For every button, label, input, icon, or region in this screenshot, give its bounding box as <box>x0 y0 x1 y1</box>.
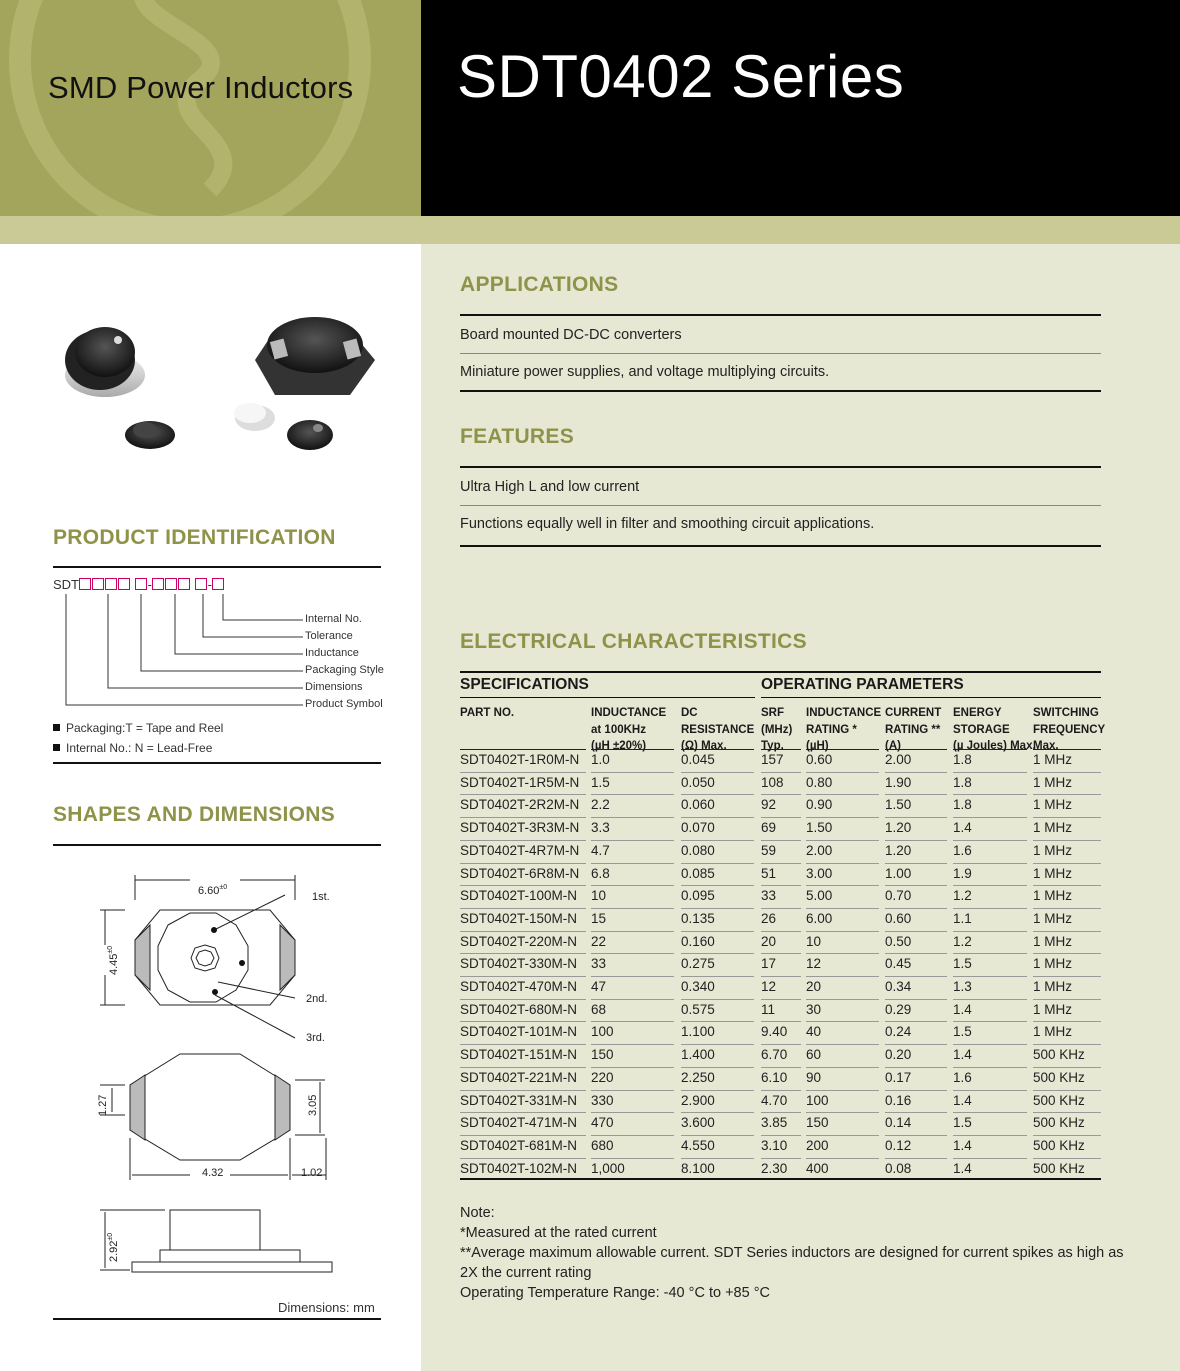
table-cell: 6.00 <box>806 910 833 926</box>
table-cell: 0.575 <box>681 1001 715 1017</box>
table-cell: 0.050 <box>681 774 715 790</box>
pid-note <box>53 741 212 755</box>
divider <box>761 697 1101 698</box>
electrical-title: ELECTRICAL CHARACTERISTICS <box>460 630 807 653</box>
table-cell: 1.4 <box>953 1001 972 1017</box>
table-row <box>460 953 1101 976</box>
table-cell: 0.24 <box>885 1024 912 1040</box>
table-cell: 8.100 <box>681 1160 715 1176</box>
table-cell: 1.4 <box>953 820 972 836</box>
dim-292: $2.92^{\pm 0}$ <box>107 1232 120 1262</box>
terminal-side-right <box>275 1075 290 1140</box>
table-cell: 1.5 <box>953 1115 972 1131</box>
column-header <box>1033 705 1105 755</box>
column-header-line: ENERGY <box>953 707 1002 719</box>
features-title: FEATURES <box>460 425 575 448</box>
table-cell: 100 <box>806 1092 829 1108</box>
table-cell: 69 <box>761 820 777 836</box>
table-cell: 1.5 <box>953 1024 972 1040</box>
pid-note-text: Internal No.: N = Lead-Free <box>66 741 213 755</box>
table-cell: 20 <box>806 979 822 994</box>
table-cell: 17 <box>761 956 777 972</box>
table-cell: 0.90 <box>806 797 833 813</box>
table-cell: 330 <box>591 1092 614 1108</box>
feature-item: Ultra High L and low current <box>460 479 640 495</box>
table-cell: 1.400 <box>681 1047 715 1063</box>
pid-label: Dimensions <box>305 681 363 693</box>
column-header-line: CURRENT <box>885 707 942 719</box>
pid-note <box>53 721 223 735</box>
column-header-line: Max. <box>1033 740 1059 752</box>
leader-3rd: 3rd. <box>306 1032 325 1044</box>
table-cell: 500 KHz <box>1033 1160 1085 1176</box>
column-header <box>885 705 941 755</box>
table-cell: 1.6 <box>953 1069 972 1085</box>
series-title: SDT0402 Series <box>457 43 905 110</box>
table-cell: 500 KHz <box>1033 1047 1085 1063</box>
pid-label: Internal No. <box>305 613 362 625</box>
table-cell: 1.8 <box>953 752 972 767</box>
divider <box>53 566 381 568</box>
table-row <box>460 976 1101 999</box>
column-header-line: PART NO. <box>460 707 515 719</box>
column-header-line: SRF <box>761 707 784 719</box>
table-cell: 1 MHz <box>1033 933 1073 949</box>
table-row <box>460 1112 1101 1135</box>
column-header-line: (µH) <box>806 740 829 752</box>
table-cell: 3.3 <box>591 820 610 836</box>
leader-1st: 1st. <box>312 891 330 903</box>
table-cell: 1 MHz <box>1033 820 1073 836</box>
table-cell: 0.50 <box>885 933 912 949</box>
table-cell: 0.60 <box>885 910 912 926</box>
column-header-line: (MHz) <box>761 723 793 736</box>
table-cell: 2.00 <box>885 752 912 767</box>
table-cell: 0.16 <box>885 1092 912 1108</box>
divider <box>460 505 1101 506</box>
table-cell: 51 <box>761 865 777 881</box>
table-cell: 1.8 <box>953 797 972 813</box>
table-row <box>460 840 1101 863</box>
table-cell: 1.5 <box>591 774 610 790</box>
category-title: SMD Power Inductors <box>48 70 354 105</box>
table-cell: 1.2 <box>953 933 972 949</box>
table-cell: SDT0402T-102M-N <box>460 1160 578 1176</box>
terminal-right <box>280 925 295 990</box>
table-cell: 10 <box>806 933 822 949</box>
table-cell: SDT0402T-101M-N <box>460 1024 578 1040</box>
divider <box>460 314 1101 316</box>
product-photo <box>50 300 380 480</box>
table-cell: 3.00 <box>806 865 833 881</box>
table-cell: 15 <box>591 910 607 926</box>
divider <box>460 390 1101 392</box>
dim-127: 1.27 <box>97 1094 109 1116</box>
table-cell: 1.50 <box>806 820 833 836</box>
table-cell: 1.20 <box>885 842 912 858</box>
table-cell: 22 <box>591 933 607 949</box>
divider <box>53 1318 381 1320</box>
table-cell: 1.2 <box>953 888 972 904</box>
divider <box>460 697 755 698</box>
column-header-line: DC <box>681 707 698 719</box>
table-row <box>460 794 1101 817</box>
table-cell: 68 <box>591 1001 607 1017</box>
table-cell: SDT0402T-151M-N <box>460 1047 578 1063</box>
code-leader-lines <box>53 592 313 712</box>
pid-label: Tolerance <box>305 630 353 642</box>
table-cell: 1.6 <box>953 842 972 858</box>
table-row <box>460 863 1101 886</box>
table-cell: 0.085 <box>681 865 715 881</box>
table-cell: 1 MHz <box>1033 797 1073 813</box>
table-cell: 1 MHz <box>1033 774 1073 790</box>
table-cell: 0.29 <box>885 1001 912 1017</box>
product-code-pattern: SDT - - <box>53 577 225 592</box>
table-cell: 6.70 <box>761 1047 788 1063</box>
dim-305: 3.05 <box>307 1094 319 1116</box>
table-row <box>460 749 1101 772</box>
table-row <box>460 908 1101 931</box>
table-cell: 0.070 <box>681 820 715 836</box>
table-cell: 150 <box>806 1115 829 1131</box>
dimension-drawing <box>90 870 370 1300</box>
table-cell: 1.100 <box>681 1024 715 1040</box>
table-cell: 1 MHz <box>1033 888 1073 904</box>
pid-label: Packaging Style <box>305 664 384 676</box>
table-cell: 470 <box>591 1115 614 1131</box>
table-cell: 0.135 <box>681 910 715 926</box>
dimensions-units: Dimensions: mm <box>278 1300 375 1315</box>
table-cell: 3.10 <box>761 1137 788 1153</box>
table-cell: 500 KHz <box>1033 1115 1085 1131</box>
application-item: Miniature power supplies, and voltage multiplying circuits. <box>460 364 830 380</box>
table-cell: 1.90 <box>885 774 912 790</box>
table-cell: 33 <box>761 888 777 904</box>
table-cell: 60 <box>806 1047 822 1063</box>
column-header-line: FREQUENCY <box>1033 723 1106 736</box>
table-cell: 100 <box>591 1024 614 1040</box>
table-cell: 0.60 <box>806 752 833 767</box>
table-cell: 150 <box>591 1047 614 1063</box>
table-row <box>460 999 1101 1022</box>
dim-445: $4.45^{\pm 0}$ <box>107 945 120 975</box>
code-prefix: SDT <box>53 577 79 592</box>
column-header-line: RATING * <box>806 723 857 736</box>
table-cell: 1.8 <box>953 774 972 790</box>
table-cell: 200 <box>806 1137 829 1153</box>
table-cell: 2.900 <box>681 1092 715 1108</box>
table-cell: 3.600 <box>681 1115 715 1131</box>
table-cell: 1.1 <box>953 910 972 926</box>
table-cell: 0.095 <box>681 888 715 904</box>
divider <box>460 1178 1101 1180</box>
column-header-line: RATING ** <box>885 723 941 736</box>
table-cell: 11 <box>761 1001 776 1017</box>
table-cell: 9.40 <box>761 1024 788 1040</box>
applications-title: APPLICATIONS <box>460 273 619 296</box>
table-cell: 1.4 <box>953 1160 972 1176</box>
product-id-title: PRODUCT IDENTIFICATION <box>53 526 336 549</box>
table-cell: SDT0402T-681M-N <box>460 1137 578 1153</box>
table-cell: 6.10 <box>761 1069 788 1085</box>
table-cell: 1 MHz <box>1033 1001 1073 1017</box>
column-header-line: (Ω) Max. <box>681 740 727 752</box>
table-cell: 92 <box>761 797 777 813</box>
notes-heading: Note: <box>460 1205 495 1221</box>
table-cell: SDT0402T-221M-N <box>460 1069 578 1085</box>
table-cell: 500 KHz <box>1033 1092 1085 1108</box>
divider <box>460 671 1101 673</box>
table-cell: 4.550 <box>681 1137 715 1153</box>
divider <box>53 762 381 764</box>
column-header-line: Typ. <box>761 740 784 752</box>
table-cell: 1.00 <box>885 865 912 881</box>
table-cell: 1 MHz <box>1033 910 1073 926</box>
table-cell: 30 <box>806 1001 822 1017</box>
table-cell: 47 <box>591 979 607 994</box>
table-cell: 0.08 <box>885 1160 912 1176</box>
pid-label: Product Symbol <box>305 698 383 710</box>
table-cell: 2.2 <box>591 797 610 813</box>
table-cell: 1 MHz <box>1033 842 1073 858</box>
table-row <box>460 1021 1101 1044</box>
table-cell: 0.045 <box>681 752 715 767</box>
table-cell: 0.20 <box>885 1047 912 1063</box>
table-cell: 33 <box>591 956 607 972</box>
table-cell: SDT0402T-100M-N <box>460 888 578 904</box>
application-item: Board mounted DC-DC converters <box>460 327 682 343</box>
column-header-line: RESISTANCE <box>681 723 755 736</box>
note-line: Operating Temperature Range: -40 °C to +85 °C <box>460 1285 770 1301</box>
terminal-left <box>135 925 150 990</box>
table-row <box>460 885 1101 908</box>
column-header-line: (µ Joules) Max. <box>953 740 1036 752</box>
table-cell: SDT0402T-4R7M-N <box>460 842 580 858</box>
note-line: **Average maximum allowable current. SDT Series inductors are designed for current spikes as high as <box>460 1245 1124 1261</box>
table-cell: 26 <box>761 910 777 926</box>
table-cell: 0.45 <box>885 956 912 972</box>
divider <box>460 545 1101 547</box>
table-row <box>460 1090 1101 1113</box>
column-header-line: STORAGE <box>953 723 1010 736</box>
table-cell: 1.20 <box>885 820 912 836</box>
table-cell: SDT0402T-3R3M-N <box>460 820 580 836</box>
dim-102: 1.02 <box>301 1167 323 1179</box>
table-cell: 1.50 <box>885 797 912 813</box>
column-header <box>460 705 514 722</box>
table-cell: 0.275 <box>681 956 715 972</box>
table-cell: 12 <box>806 956 822 972</box>
table-cell: 2.30 <box>761 1160 788 1176</box>
table-cell: SDT0402T-150M-N <box>460 910 578 926</box>
op-group-heading: OPERATING PARAMETERS <box>761 676 964 693</box>
table-cell: 4.7 <box>591 842 610 858</box>
table-cell: 0.080 <box>681 842 715 858</box>
notes <box>460 1203 1124 1303</box>
header-band <box>0 216 1180 244</box>
table-cell: 1.4 <box>953 1047 972 1063</box>
table-cell: 5.00 <box>806 888 833 904</box>
shapes-title: SHAPES AND DIMENSIONS <box>53 803 336 826</box>
column-header-line: at 100KHz <box>591 723 646 736</box>
pid-label: Inductance <box>305 647 359 659</box>
table-cell: 1.9 <box>953 865 972 881</box>
table-cell: SDT0402T-1R0M-N <box>460 752 580 767</box>
column-header <box>681 705 754 755</box>
column-header <box>953 705 1036 755</box>
table-row <box>460 931 1101 954</box>
table-cell: 1 MHz <box>1033 1024 1073 1040</box>
table-cell: 0.80 <box>806 774 833 790</box>
table-cell: 3.85 <box>761 1115 788 1131</box>
table-cell: 157 <box>761 752 784 767</box>
table-cell: SDT0402T-1R5M-N <box>460 774 580 790</box>
table-cell: 500 KHz <box>1033 1069 1085 1085</box>
table-row <box>460 772 1101 795</box>
column-header <box>761 705 792 755</box>
table-cell: 400 <box>806 1160 829 1176</box>
column-header-line: SWITCHING <box>1033 707 1099 719</box>
divider <box>460 353 1101 354</box>
table-cell: 1 MHz <box>1033 956 1073 972</box>
table-cell: 4.70 <box>761 1092 788 1108</box>
table-cell: SDT0402T-220M-N <box>460 933 578 949</box>
table-cell: 1.5 <box>953 956 972 972</box>
table-cell: SDT0402T-471M-N <box>460 1115 578 1131</box>
dim-432: 4.32 <box>202 1167 224 1179</box>
table-cell: 0.12 <box>885 1137 912 1153</box>
table-cell: 0.70 <box>885 888 912 904</box>
table-cell: 0.17 <box>885 1069 912 1085</box>
dim-660: $6.60^{\pm 0}$ <box>198 884 228 897</box>
pid-note-text: Packaging:T = Tape and Reel <box>66 721 224 735</box>
logo-watermark <box>0 0 421 216</box>
table-cell: SDT0402T-2R2M-N <box>460 797 580 813</box>
table-row <box>460 1158 1101 1181</box>
table-cell: 1 MHz <box>1033 752 1073 767</box>
table-cell: 220 <box>591 1069 614 1085</box>
table-cell: 2.250 <box>681 1069 715 1085</box>
table-cell: 59 <box>761 842 777 858</box>
table-cell: 20 <box>761 933 777 949</box>
table-cell: 1 MHz <box>1033 979 1073 994</box>
table-cell: SDT0402T-680M-N <box>460 1001 578 1017</box>
column-header-line: INDUCTANCE <box>591 707 667 719</box>
table-cell: 90 <box>806 1069 822 1085</box>
column-header <box>806 705 881 755</box>
table-cell: 1.4 <box>953 1137 972 1153</box>
table-cell: 0.060 <box>681 797 715 813</box>
table-cell: 0.160 <box>681 933 715 949</box>
table-cell: 12 <box>761 979 777 994</box>
table-cell: SDT0402T-330M-N <box>460 956 578 972</box>
table-cell: 680 <box>591 1137 614 1153</box>
table-cell: SDT0402T-470M-N <box>460 979 578 994</box>
table-cell: 2.00 <box>806 842 833 858</box>
column-header-line: (µH ±20%) <box>591 740 647 752</box>
terminal-side-left <box>130 1075 145 1140</box>
table-cell: 108 <box>761 774 784 790</box>
table-cell: 1.3 <box>953 979 972 994</box>
table-row <box>460 1135 1101 1158</box>
table-cell: SDT0402T-6R8M-N <box>460 865 580 881</box>
feature-item: Functions equally well in filter and smoothing circuit applications. <box>460 516 875 532</box>
header-left-panel <box>0 0 421 216</box>
divider <box>53 844 381 846</box>
table-cell: 500 KHz <box>1033 1137 1085 1153</box>
table-cell: SDT0402T-331M-N <box>460 1092 578 1108</box>
table-cell: 1.0 <box>591 752 610 767</box>
table-cell: 1.4 <box>953 1092 972 1108</box>
table-cell: 6.8 <box>591 865 610 881</box>
note-line: 2X the current rating <box>460 1265 592 1281</box>
column-header-line: INDUCTANCE <box>806 707 882 719</box>
table-row <box>460 817 1101 840</box>
table-cell: 0.34 <box>885 979 912 994</box>
table-row <box>460 1067 1101 1090</box>
column-header <box>591 705 666 755</box>
column-header-line: (A) <box>885 740 901 752</box>
header-right-panel <box>421 0 1180 216</box>
note-line: *Measured at the rated current <box>460 1225 657 1241</box>
spec-group-heading: SPECIFICATIONS <box>460 676 589 693</box>
divider <box>460 466 1101 468</box>
table-cell: 40 <box>806 1024 822 1040</box>
table-cell: 0.340 <box>681 979 715 994</box>
table-cell: 0.14 <box>885 1115 912 1131</box>
table-cell: 1,000 <box>591 1160 625 1176</box>
table-cell: 10 <box>591 888 607 904</box>
table-cell: 1 MHz <box>1033 865 1073 881</box>
leader-2nd: 2nd. <box>306 993 328 1005</box>
table-row <box>460 1044 1101 1067</box>
